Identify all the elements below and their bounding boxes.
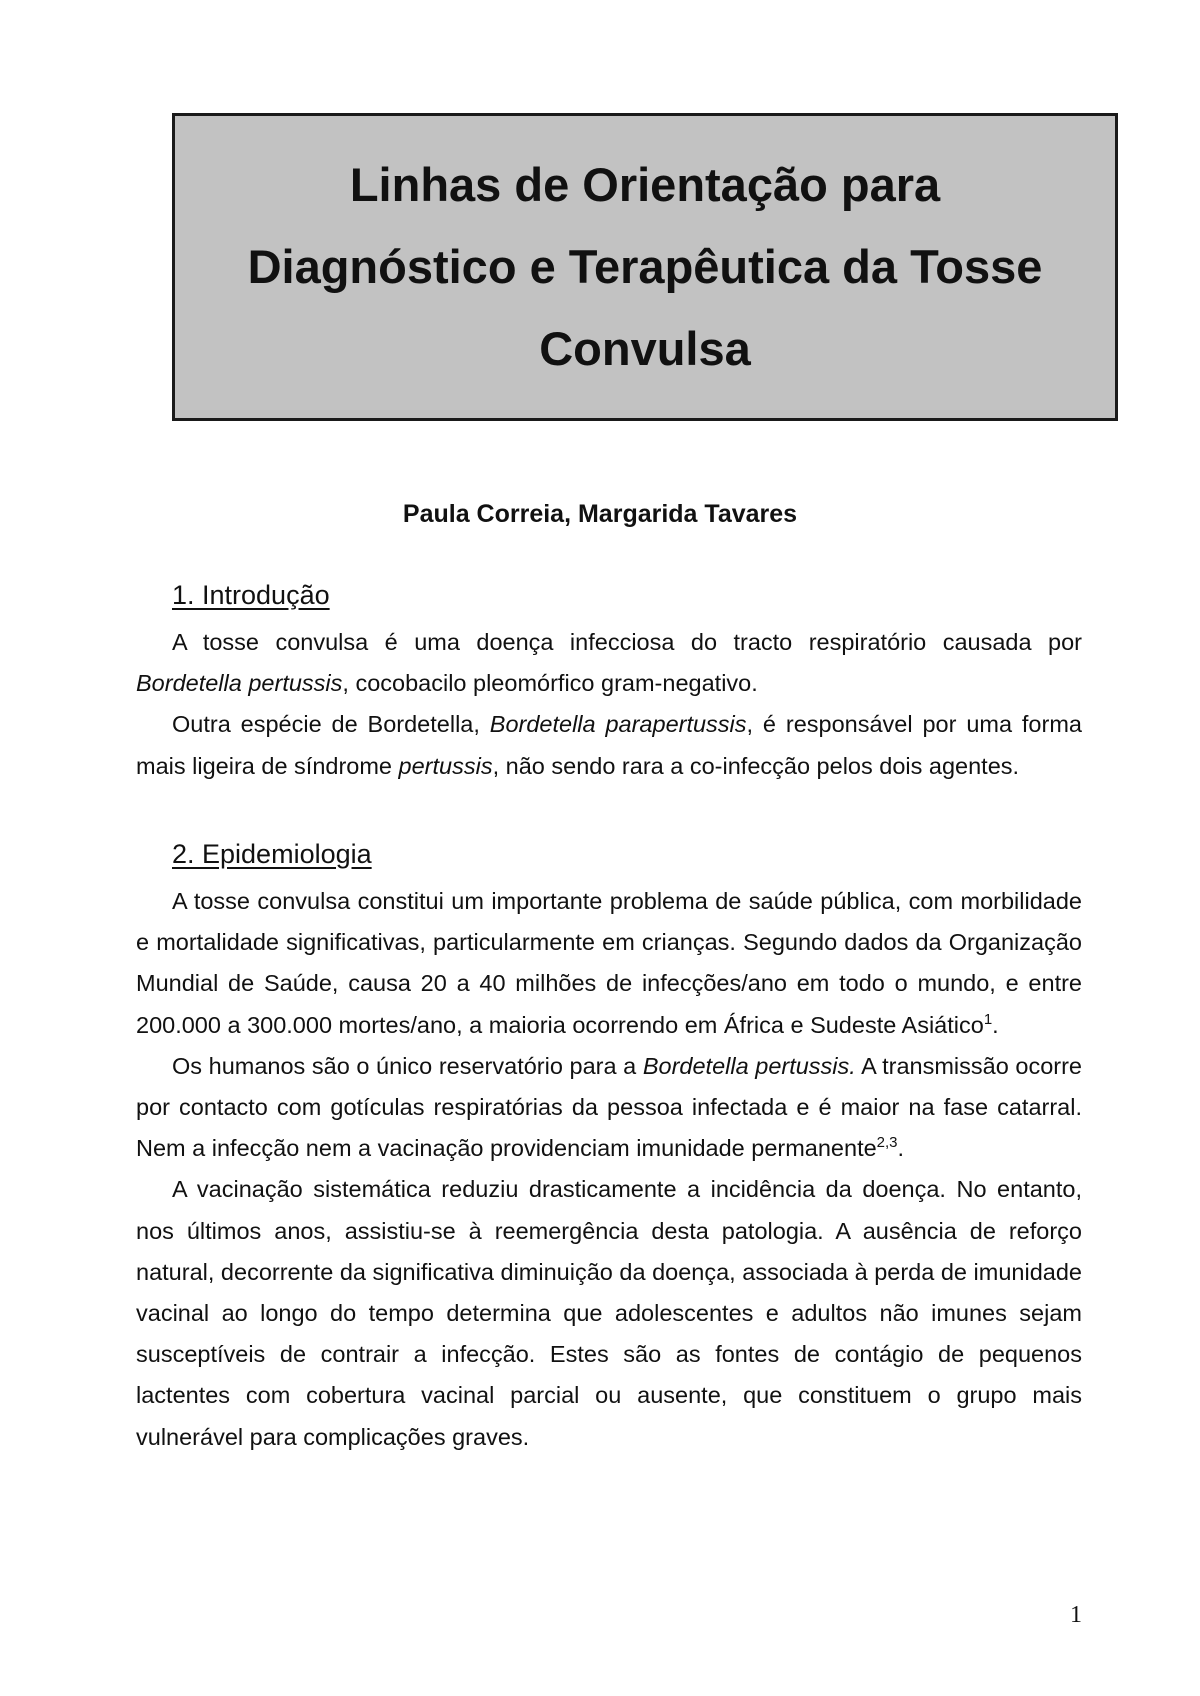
page-number: 1 — [1070, 1602, 1082, 1628]
section-body-epidemiologia — [136, 881, 1082, 1458]
text-run: Os humanos são o único reservatório para a — [172, 1052, 643, 1079]
paragraph — [136, 1046, 1082, 1170]
text-run: , cocobacilo pleomórfico gram-negativo. — [342, 670, 758, 697]
text-run: Outra espécie de Bordetella, — [172, 711, 490, 738]
italic-term: pertussis — [398, 752, 493, 779]
text-run: A tosse convulsa é uma doença infecciosa do tracto respiratório causada por — [172, 629, 1082, 655]
text-run: . — [992, 1011, 999, 1038]
text-run: A transmissão ocorre por contacto com gotículas respiratórias da pessoa infectada e é maior na fase catarral. Nem a infecção nem a vacinação providenciam imunidade permanente — [136, 1052, 1082, 1162]
paragraph — [136, 1169, 1082, 1457]
document-title-line-2: Diagnóstico e Terapêutica da Tosse — [247, 240, 1043, 293]
paragraph — [136, 622, 1082, 704]
text-run: , não sendo rara a co-infecção pelos dois agentes. — [492, 752, 1020, 779]
text-run: , é responsável por uma forma mais ligeira de síndrome — [136, 711, 1082, 779]
italic-term: Bordetella pertussis. — [642, 1052, 856, 1079]
section-heading-epidemiologia: 2. Epidemiologia — [172, 839, 372, 869]
paragraph — [136, 881, 1082, 1046]
section-body-introducao — [136, 622, 1082, 787]
citation-superscript: 1 — [983, 1010, 993, 1028]
text-run: A vacinação sistemática reduziu drasticamente a incidência da doença. No entanto, nos últimos anos, assistiu-se à reemergência desta patologia. A ausência de reforço natural, decorrente da significativa diminuição da doença, associada à perda de imunidade vacinal ao longo do tempo determina que adolescentes e adultos não imunes sejam susceptíveis de contrair a infecção. Estes são as fontes de contágio de pequenos lactentes com cobertura vacinal parcial ou ausente, que constituem o grupo mais vulnerável para complicações graves. — [136, 1176, 1082, 1450]
text-run: A tosse convulsa constitui um importante problema de saúde pública, com morbilidade e mortalidade significativas, particularmente em crianças. Segundo dados da Organização Mundial de Saúde, causa 20 a 40 milhões de infecções/ano em todo o mundo, e entre 200.000 a 300.000 mortes/ano, a maioria ocorrendo em África e Sudeste Asiático — [136, 888, 1082, 1038]
italic-term: Bordetella pertussis — [136, 670, 343, 697]
document-title-line-1: Linhas de Orientação para — [349, 158, 941, 211]
title-box — [172, 113, 1118, 421]
citation-superscript: 2,3 — [876, 1134, 898, 1152]
authors: Paula Correia, Margarida Tavares — [402, 500, 798, 528]
section-heading-introducao: 1. Introdução — [172, 580, 330, 610]
italic-term: Bordetella parapertussis — [489, 711, 747, 738]
text-run: . — [897, 1135, 905, 1162]
document-title-line-3: Convulsa — [539, 322, 751, 375]
paragraph — [136, 704, 1082, 786]
